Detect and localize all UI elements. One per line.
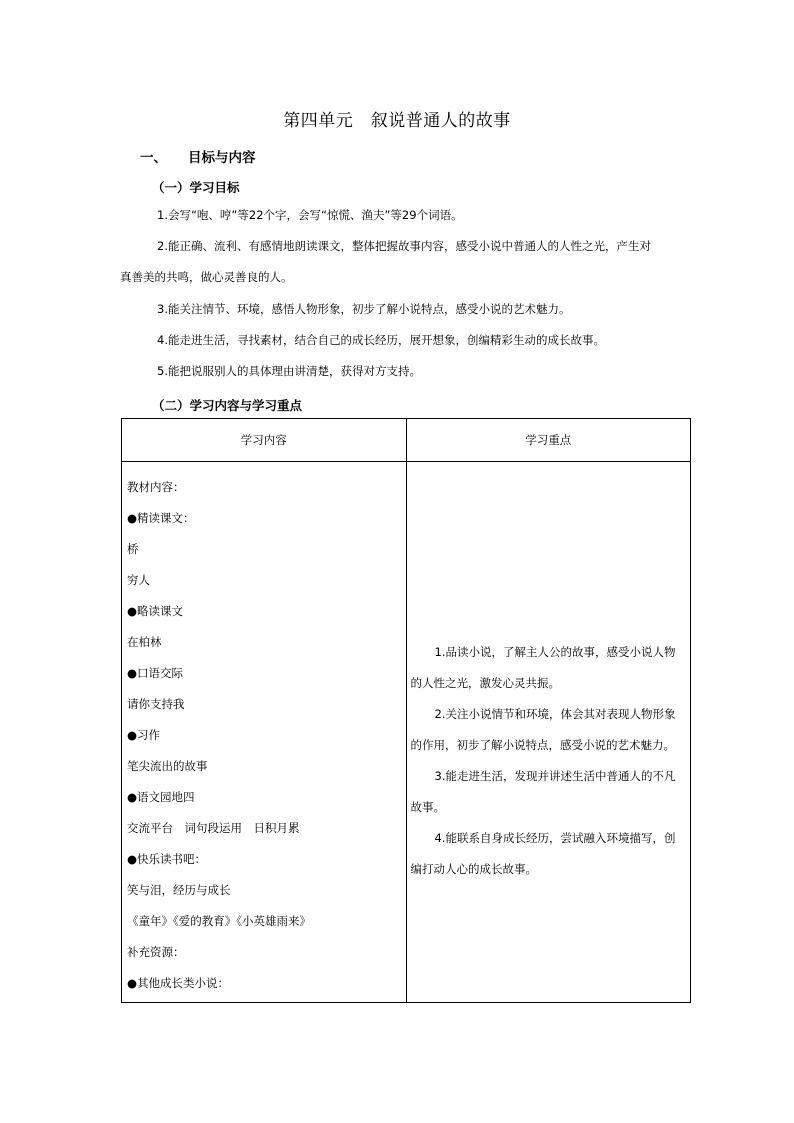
list-item: 在柏林 bbox=[127, 635, 162, 649]
list-item: ●略读课文 bbox=[127, 604, 184, 618]
objective-item-5: 5.能把说服别人的具体理由讲清楚，获得对方支持。 bbox=[157, 364, 421, 378]
learning-content-cell bbox=[122, 462, 407, 1003]
list-item: ●语文园地四 bbox=[127, 790, 195, 804]
list-item: 教材内容： bbox=[127, 480, 185, 494]
list-item: ●精读课文： bbox=[127, 511, 195, 525]
content-heading: （二）学习内容与学习重点 bbox=[152, 398, 303, 413]
list-item: 笑与泪，经历与成长 bbox=[127, 883, 231, 897]
learning-focus-cell bbox=[406, 462, 691, 1003]
section-label: 目标与内容 bbox=[188, 150, 256, 166]
list-item: ●其他成长类小说： bbox=[127, 976, 230, 990]
list-item: 交流平台 词句段运用 日积月累 bbox=[127, 821, 300, 835]
table-header-row bbox=[122, 419, 691, 462]
list-item: ●习作 bbox=[127, 728, 161, 742]
focus-item: 1.品读小说，了解主人公的故事，感受小说人物的人性之光，激发心灵共振。 bbox=[410, 645, 676, 690]
list-item: 笔尖流出的故事 bbox=[127, 759, 208, 773]
page-title: 第四单元 叙说普通人的故事 bbox=[283, 111, 511, 131]
focus-item: 2.关注小说情节和环境，体会其对表现人物形象的作用，初步了解小说特点，感受小说的艺术魅力。 bbox=[410, 707, 676, 752]
objective-item-1: 1.会写“咆、哼”等22个字，会写“惊慌、渔夫”等29个词语。 bbox=[157, 208, 463, 222]
objective-item-2: 2.能正确、流利、有感情地朗读课文，整体把握故事内容，感受小说中普通人的人性之光，产生对 bbox=[157, 239, 651, 253]
focus-item: 3.能走进生活，发现并讲述生活中普通人的不凡故事。 bbox=[410, 769, 676, 814]
objective-item-2-continued: 真善美的共鸣，做心灵善良的人。 bbox=[120, 270, 293, 284]
section-number: 一、 bbox=[140, 150, 167, 166]
section-heading bbox=[140, 146, 256, 166]
content-table bbox=[121, 418, 691, 1003]
header-learning-focus: 学习重点 bbox=[406, 419, 691, 462]
list-item: 补充资源： bbox=[127, 945, 185, 959]
list-item: 《童年》《爱的教育》《小英雄雨来》 bbox=[127, 914, 311, 928]
list-item: 请你支持我 bbox=[127, 697, 185, 711]
objectives-heading: （一）学习目标 bbox=[152, 180, 240, 195]
objective-item-4: 4.能走进生活，寻找素材，结合自己的成长经历，展开想象，创编精彩生动的成长故事。 bbox=[157, 333, 605, 347]
objective-item-3: 3.能关注情节、环境，感悟人物形象，初步了解小说特点，感受小说的艺术魅力。 bbox=[157, 302, 571, 316]
list-item: 桥 bbox=[127, 542, 139, 556]
focus-item: 4.能联系自身成长经历，尝试融入环境描写，创编打动人心的成长故事。 bbox=[410, 831, 676, 876]
list-item: ●口语交际 bbox=[127, 666, 184, 680]
list-item: ●快乐读书吧： bbox=[127, 852, 207, 866]
table-row bbox=[122, 462, 691, 1003]
list-item: 穷人 bbox=[127, 573, 150, 587]
header-learning-content: 学习内容 bbox=[122, 419, 407, 462]
